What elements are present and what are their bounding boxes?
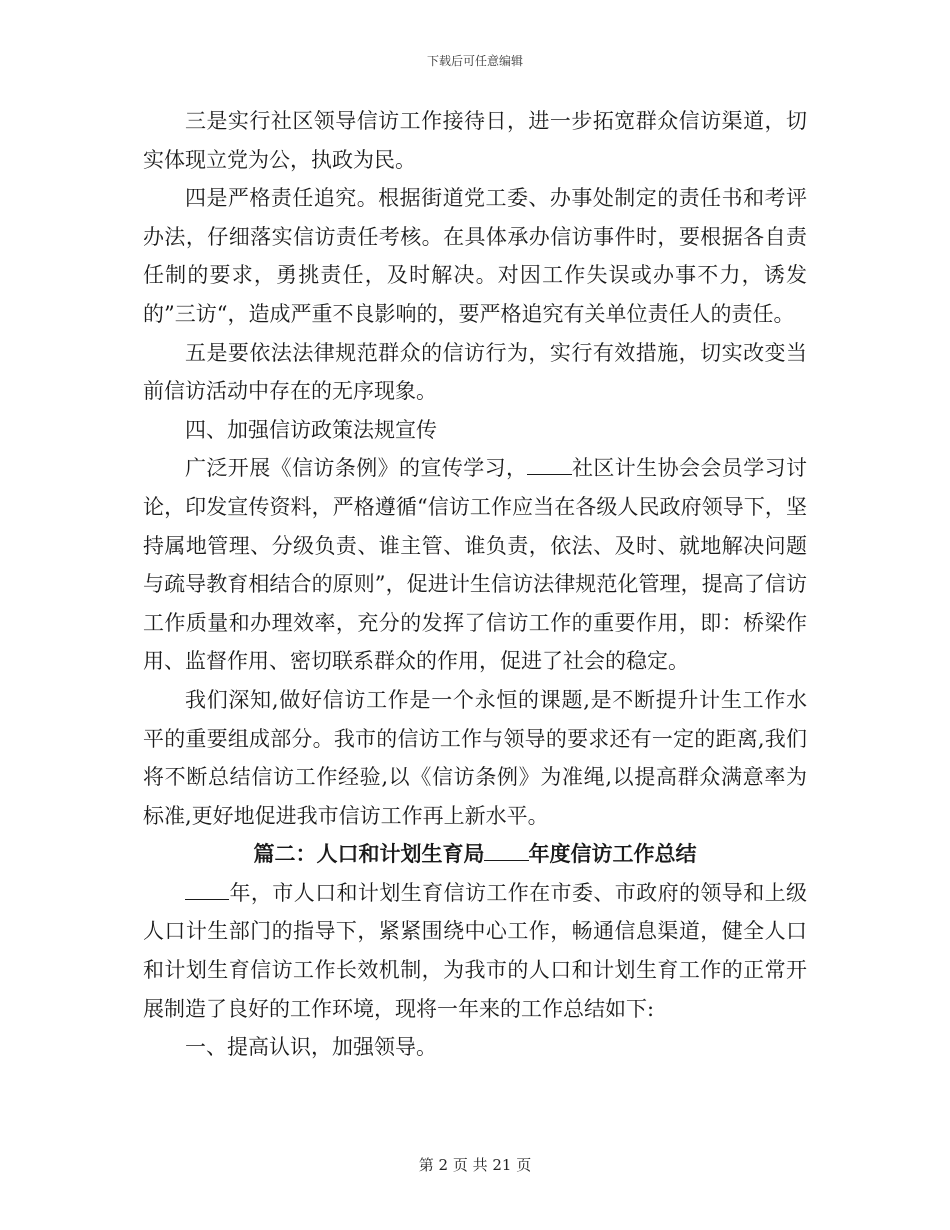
article-title [143,835,807,874]
document-body [143,102,807,1067]
paragraph: 我们深知,做好信访工作是一个永恒的课题,是不断提升计生工作水平的重要组成部分。我市的信访工作与领导的要求还有一定的距离,我们将不断总结信访工作经验,以《信访条例》为准绳,以提高群众满意率为标准,更好地促进我市信访工作再上新水平。 [143,687,807,828]
paragraph-text: 年，市人口和计划生育信访工作在市委、市政府的领导和上级人口计生部门的指导下，紧紧围绕中心工作，畅通信息渠道，健全人口和计划生育信访工作长效机制，为我市的人口和计划生育工作的正常开展制造了良好的工作环境，现将一年来的工作总结如下: [143,880,807,1021]
blank-underline [484,841,528,861]
blank-underline [527,455,571,475]
paragraph-text: 社区计生协会会员学习讨论，印发宣传资料，严格遵循“信访工作应当在各级人民政府领导下，坚持属地管理、分级负责、谁主管、谁负责，依法、及时、就地解决问题与疏导教育相结合的原则”，促进计生信访法律规范化管理，提高了信访工作质量和办理效率，充分的发挥了信访工作的重要作用，即：桥梁作用、监督作用、密切联系群众的作用，促进了社会的稳定。 [143,456,808,674]
paragraph: 五是要依法法律规范群众的信访行为，实行有效措施，切实改变当前信访活动中存在的无序现象。 [143,340,807,404]
paragraph: 四是严格责任追究。根据街道党工委、办事处制定的责任书和考评办法，仔细落实信访责任考核。在具体承办信访事件时，要根据各自责任制的要求，勇挑责任，及时解决。对因工作失误或办事不力，诱发的”三访“，造成严重不良影响的，要严格追究有关单位责任人的责任。 [143,186,807,326]
page-header: 下载后可任意编辑 [426,54,523,68]
section-heading: 四、加强信访政策法规宣传 [185,417,437,442]
paragraph-text: 广泛开展《信访条例》的宣传学习， [185,456,528,481]
title-text: 篇二：人口和计划生育局 [253,841,485,867]
paragraph: 三是实行社区领导信访工作接待日，进一步拓宽群众信访渠道，切实体现立党为公，执政为民。 [143,109,807,172]
paragraph [143,874,807,1028]
title-text: 年度信访工作总结 [528,841,697,867]
section-heading: 一、提高认识，加强领导。 [185,1035,437,1060]
page-footer: 第 2 页 共 21 页 [418,1156,532,1174]
paragraph [143,449,807,681]
blank-underline [185,880,229,900]
